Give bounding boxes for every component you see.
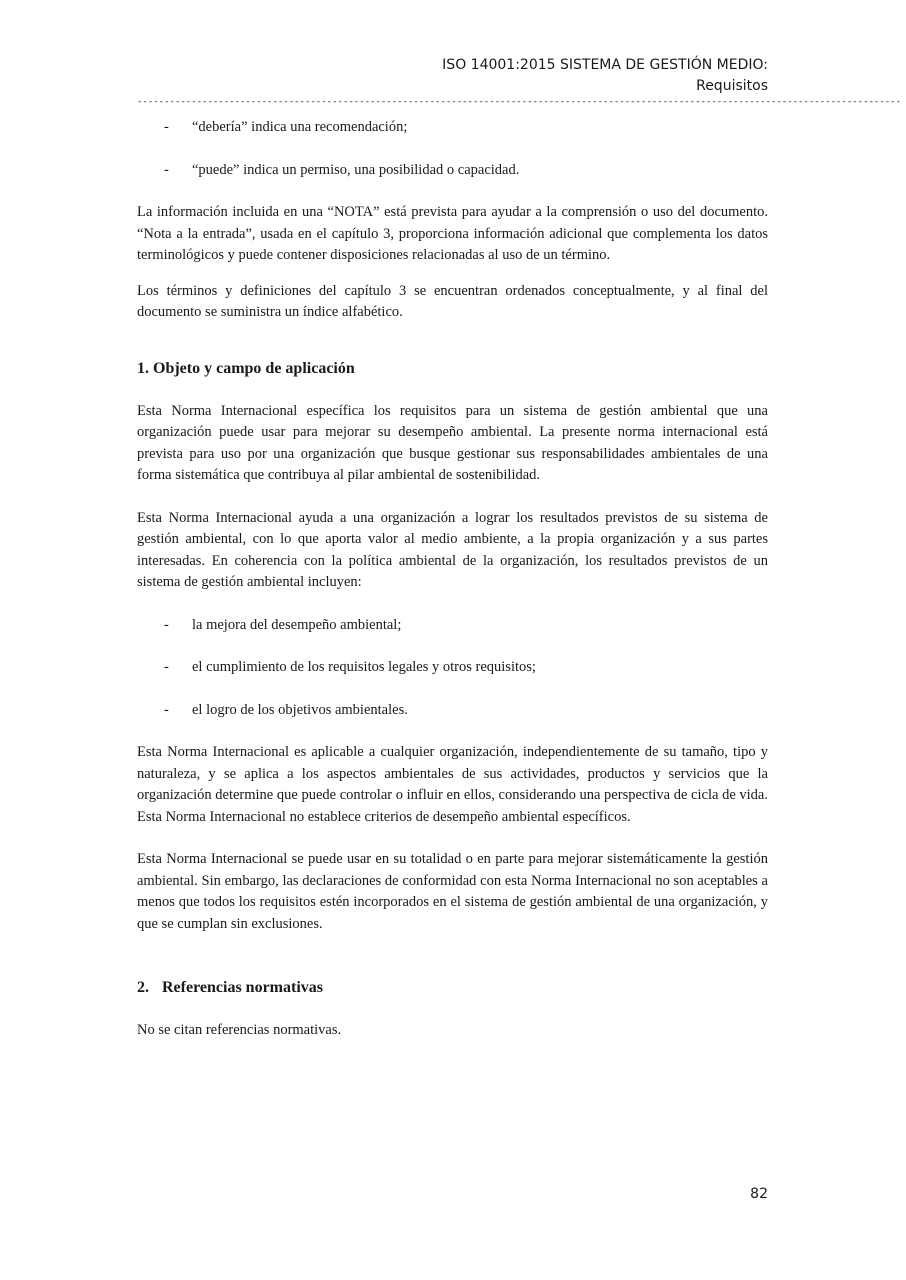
section-1-paragraph-1: Esta Norma Internacional específica los requisitos para un sistema de gestión ambiental que una organización puede usar para mejorar su desempeño ambiental. La presente norma internacional está prevista para uso por una organización que busque gestionar sus responsabilidades ambientales de una forma sistemática que contribuya al pilar ambiental de sostenibilidad.	[137, 402, 768, 483]
list-item	[137, 160, 768, 182]
section-1-paragraph-3: Esta Norma Internacional es aplicable a cualquier organización, independientemente de su tamaño, tipo y naturaleza, y se aplica a los aspectos ambientales de sus actividades, productos y servicios que la organización determine que puede controlar o influir en ellos, considerando una perspectiva de cicla de vida. Esta Norma Internacional no establece criterios de desempeño ambiental específicos.	[137, 744, 768, 825]
list-item	[137, 615, 768, 637]
list-item-text: el cumplimiento de los requisitos legales y otros requisitos;	[192, 659, 536, 675]
section-2-title-text: Referencias normativas	[162, 979, 323, 996]
header-divider: ---------------------------------------------------------------------------------------------------------------------------------------------	[137, 97, 902, 107]
bullet-dash: -	[164, 659, 169, 675]
header-title: ISO 14001:2015 SISTEMA DE GESTIÓN MEDIO:	[442, 57, 768, 73]
bullet-dash: -	[164, 616, 169, 633]
list-item	[137, 700, 768, 722]
section-1-paragraph-2: Esta Norma Internacional ayuda a una organización a lograr los resultados previstos de su sistema de gestión ambiental, con lo que aporta valor al medio ambiente, a la propia organización y a sus partes interesadas. En coherencia con la política ambiental de la organización, los resultados previstos de un sistema de gestión ambiental incluyen:	[137, 509, 768, 590]
bullet-dash: -	[164, 119, 169, 135]
section-1-title: 1. Objeto y campo de aplicación	[137, 359, 355, 377]
bullet-dash: -	[164, 161, 169, 178]
section-2-number: 2.	[137, 979, 149, 996]
section-2-title	[137, 977, 768, 999]
section-2-paragraph-1: No se citan referencias normativas.	[137, 1022, 342, 1038]
page-number: 82	[750, 1186, 768, 1202]
list-item-text: el logro de los objetivos ambientales.	[192, 701, 408, 718]
header-subtitle: Requisitos	[696, 78, 768, 94]
list-item-text: “debería” indica una recomendación;	[192, 119, 408, 135]
page-header	[137, 55, 768, 97]
page-body	[137, 117, 768, 1042]
list-item	[137, 657, 768, 679]
list-item-text: “puede” indica un permiso, una posibilidad o capacidad.	[192, 161, 520, 178]
paragraph-terminos: Los términos y definiciones del capítulo 3 se encuentran ordenados conceptualmente, y al final del documento se suministra un índice alfabético.	[137, 282, 768, 320]
paragraph-nota: La información incluida en una “NOTA” está prevista para ayudar a la comprensión o uso del documento. “Nota a la entrada”, usada en el capítulo 3, proporciona información adicional que complementa los datos terminológicos y puede contener disposiciones relacionadas al uso de un término.	[137, 204, 768, 263]
bullet-dash: -	[164, 701, 169, 718]
list-item-text: la mejora del desempeño ambiental;	[192, 616, 402, 633]
list-item	[137, 117, 768, 139]
section-1-paragraph-4: Esta Norma Internacional se puede usar en su totalidad o en parte para mejorar sistemáticamente la gestión ambiental. Sin embargo, las declaraciones de conformidad con esta Norma Internacional no son aceptables a menos que todos los requisitos estén incorporados en el sistema de gestión ambiental de una organización, y que se cumplan sin exclusiones.	[137, 851, 768, 932]
